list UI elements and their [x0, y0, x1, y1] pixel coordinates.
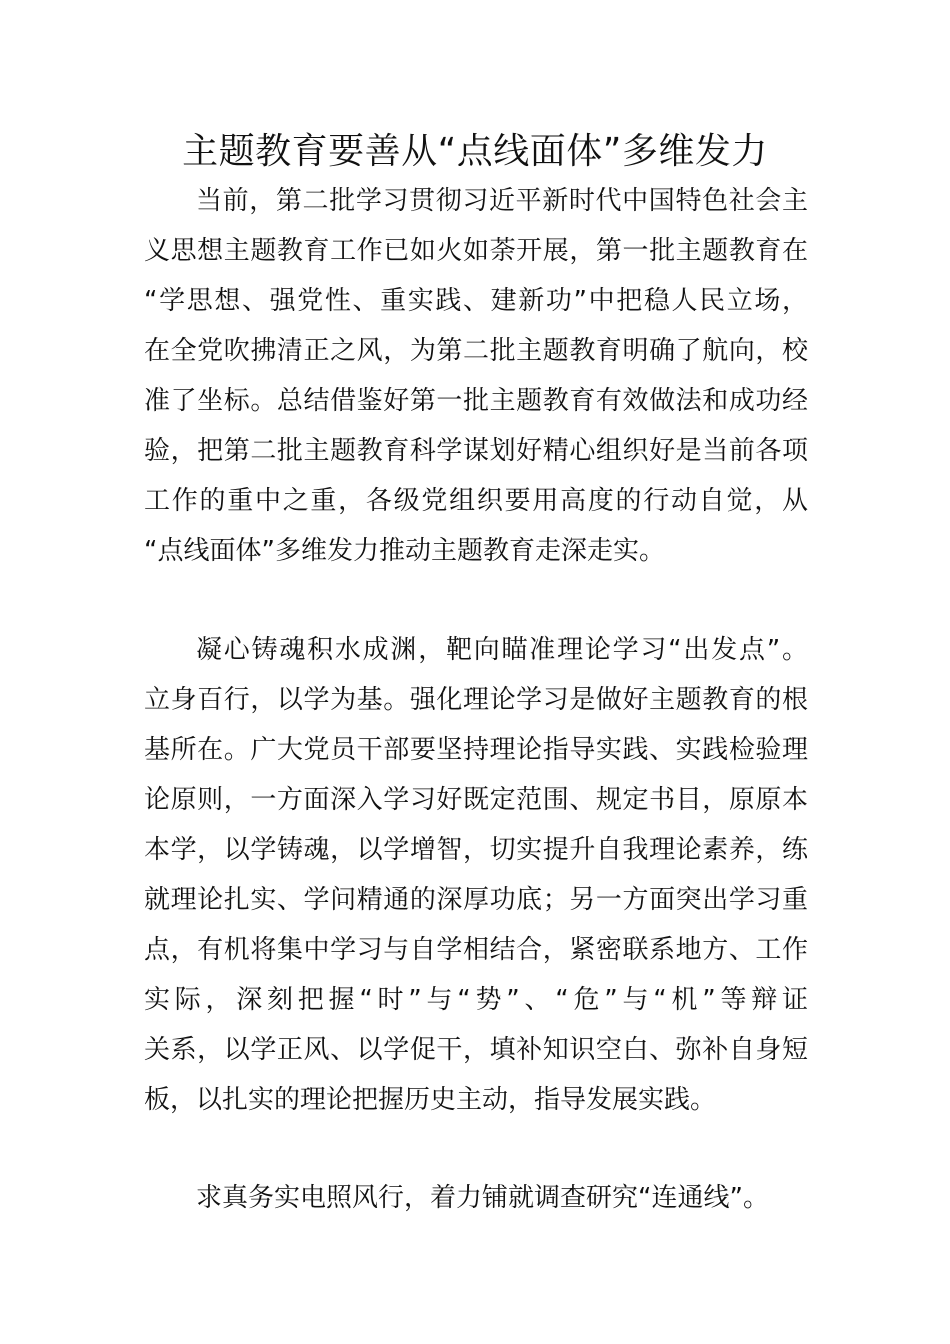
paragraph-line: 准了坐标。总结借鉴好第一批主题教育有效做法和成功经 — [144, 386, 808, 416]
paragraph-line: 板，以扎实的理论把握历史主动，指导发展实践。 — [144, 1085, 717, 1115]
paragraph-1 — [144, 176, 808, 576]
paragraph-line: 工作的重中之重，各级党组织要用高度的行动自觉，从 — [144, 486, 808, 516]
paragraph-line: 验，把第二批主题教育科学谋划好精心组织好是当前各项 — [144, 436, 808, 466]
paragraph-line: 求真务实电照风行，着力铺就调查研究“连通线”。 — [196, 1183, 769, 1213]
paragraph-line: 实际，深刻把握“时”与“势”、“危”与“机”等辩证 — [144, 985, 808, 1015]
paragraph-line: 基所在。广大党员干部要坚持理论指导实践、实践检验理 — [144, 735, 808, 765]
document-title: 主题教育要善从“点线面体”多维发力 — [182, 131, 768, 172]
paragraph-line: 点，有机将集中学习与自学相结合，紧密联系地方、工作 — [144, 935, 808, 965]
paragraph-line: 就理论扎实、学问精通的深厚功底；另一方面突出学习重 — [144, 885, 808, 915]
paragraph-line: 凝心铸魂积水成渊，靶向瞄准理论学习“出发点”。 — [196, 635, 808, 665]
paragraph-line: 本学，以学铸魂，以学增智，切实提升自我理论素养，练 — [144, 835, 808, 865]
paragraph-2 — [144, 625, 808, 1125]
paragraph-line: 论原则，一方面深入学习好既定范围、规定书目，原原本 — [144, 785, 808, 815]
paragraph-3 — [144, 1173, 808, 1223]
paragraph-line: 立身百行，以学为基。强化理论学习是做好主题教育的根 — [144, 685, 808, 715]
paragraph-line: 当前，第二批学习贯彻习近平新时代中国特色社会主 — [196, 186, 808, 216]
paragraph-line: “点线面体”多维发力推动主题教育走深走实。 — [144, 536, 665, 566]
paragraph-line: “学思想、强党性、重实践、建新功”中把稳人民立场， — [144, 286, 808, 316]
paragraph-line: 义思想主题教育工作已如火如荼开展，第一批主题教育在 — [144, 236, 808, 266]
paragraph-line: 在全党吹拂清正之风，为第二批主题教育明确了航向，校 — [144, 336, 808, 366]
paragraph-line: 关系，以学正风、以学促干，填补知识空白、弥补自身短 — [144, 1035, 808, 1065]
